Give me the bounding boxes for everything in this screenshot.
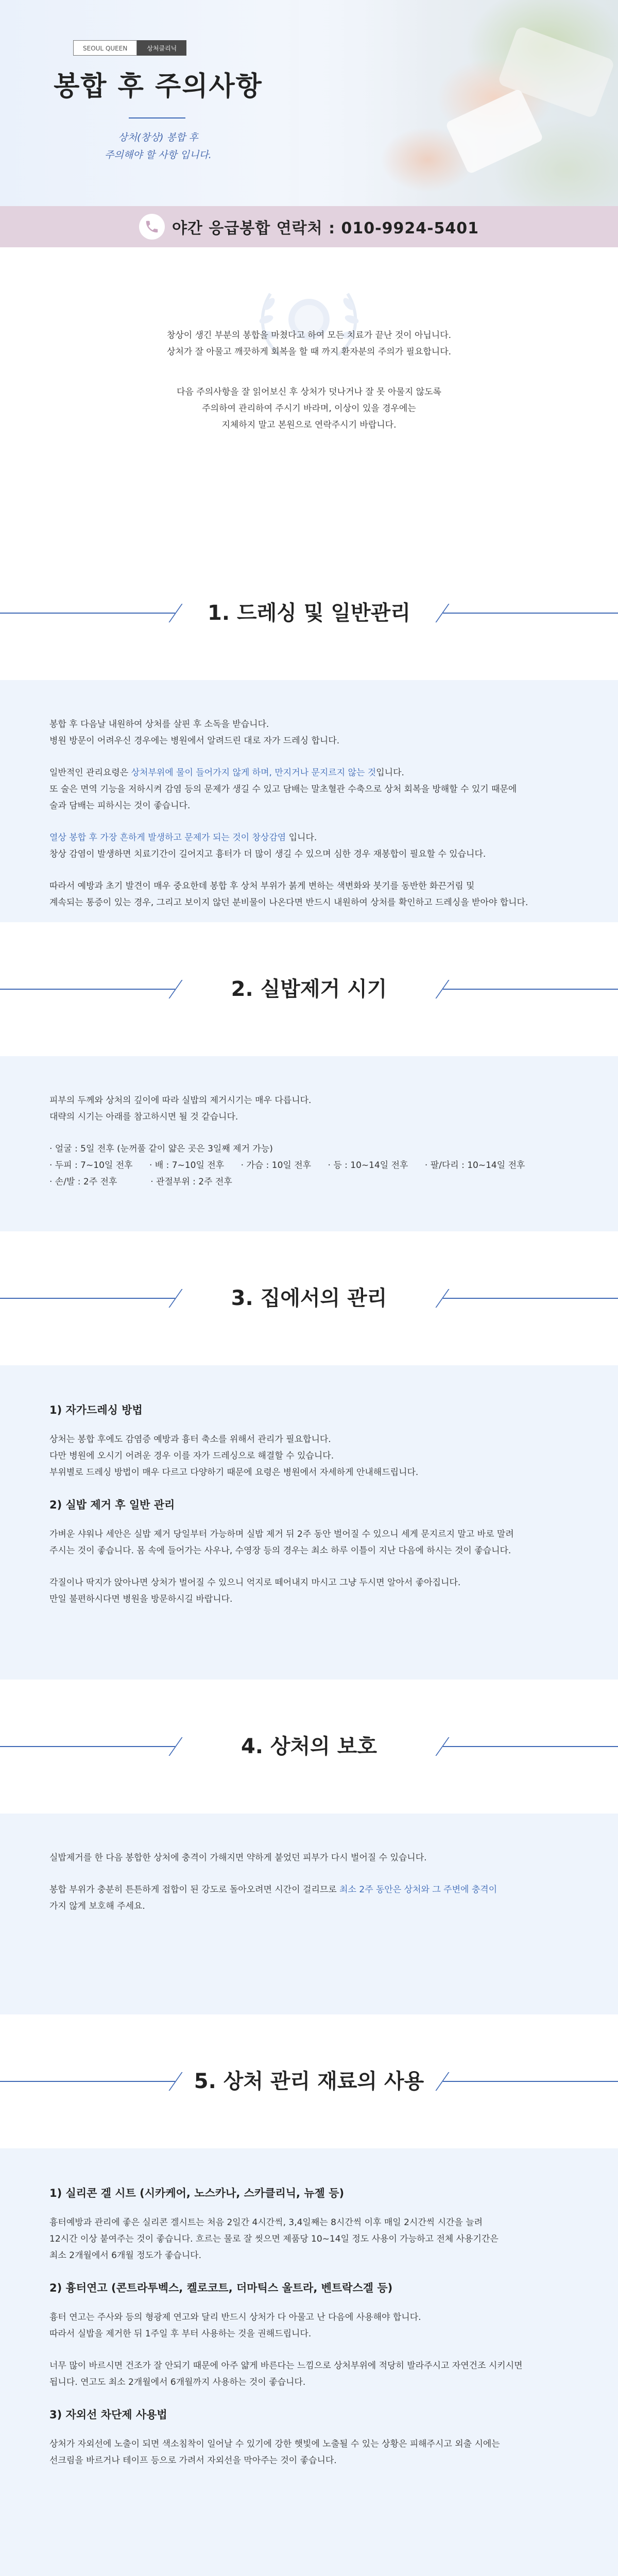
section-rule-left — [0, 1298, 175, 1299]
body-text: 부위별로 드레싱 방법이 매우 다르고 다양하기 때문에 요령은 병원에서 자세하게 안내해드립니다. — [49, 1467, 419, 1478]
body-text: 흉터 연고는 주사와 등의 형광제 연고와 달리 반드시 상처가 다 아물고 난 다음에 사용해야 합니다. — [49, 2312, 421, 2323]
body-text — [49, 829, 569, 846]
body-text: 주시는 것이 좋습니다. 몸 속에 들어가는 사우나, 수영장 등의 경우는 최소 하루 이틀이 지난 다음에 하시는 것이 좋습니다. — [49, 1546, 511, 1556]
hero-photo — [299, 0, 618, 206]
intro-paragraph-1 — [0, 327, 618, 360]
hero-tag-clinic: 상처클리닉 — [137, 40, 186, 56]
highlight-text: 열상 봉합 후 가장 흔하게 발생하고 문제가 되는 것이 창상감염 — [49, 833, 286, 843]
hero-photo-bandage — [445, 88, 543, 174]
body-text: 창상 감염이 발생하면 치료기간이 길어지고 흉터가 더 많이 생길 수 있으며 심한 경우 재봉합이 필요할 수 있습니다. — [49, 849, 486, 859]
body-text-span: 일반적인 관리요령은 — [49, 768, 131, 778]
subsection-heading: 2) 실밥 제거 후 일반 관리 — [49, 1499, 175, 1511]
suture-removal-item: · 가슴 : 10일 전후 — [241, 1160, 312, 1171]
body-text: 따라서 실밥을 제거한 뒤 1주일 후 부터 사용하는 것을 권해드립니다. — [49, 2329, 312, 2339]
subsection-heading: 1) 자가드레싱 방법 — [49, 1404, 143, 1416]
intro-paragraph-2 — [0, 384, 618, 433]
hero-subtitle — [37, 129, 279, 164]
hero-tags — [73, 40, 186, 56]
suture-removal-item: · 배 : 7~10일 전후 — [149, 1160, 225, 1171]
suture-removal-item: · 등 : 10~14일 전후 — [328, 1160, 408, 1171]
section-5-title: 5. 상처 관리 재료의 사용 — [194, 2070, 424, 2093]
section-1-header — [0, 546, 618, 680]
section-1-title: 1. 드레싱 및 일반관리 — [208, 601, 410, 625]
intro-line: 상처가 잘 아물고 깨끗하게 회복을 할 때 까지 환자분의 주의가 필요합니다. — [166, 347, 452, 357]
section-rule-right — [443, 613, 618, 614]
body-text-span: 입니다. — [286, 833, 317, 843]
section-rule-right — [443, 989, 618, 990]
body-text: 봉합 후 다음날 내원하여 상처를 살핀 후 소독을 받습니다. — [49, 719, 269, 730]
section-5-body — [0, 2148, 618, 2576]
body-text — [49, 765, 569, 781]
emergency-contact-text: 야간 응급봉합 연락처 : 010-9924-5401 — [171, 219, 479, 238]
subsection-heading: 3) 자외선 차단제 사용법 — [49, 2409, 167, 2421]
page-title: 봉합 후 주의사항 — [54, 71, 263, 102]
suture-removal-item: · 관절부위 : 2주 전후 — [150, 1177, 232, 1187]
section-rule-left — [0, 989, 175, 990]
hero-banner — [0, 0, 618, 206]
suture-removal-item: · 팔/다리 : 10~14일 전후 — [424, 1160, 525, 1171]
section-5-header — [0, 2014, 618, 2148]
intro-section — [0, 247, 618, 546]
intro-line: 지체하지 말고 본원으로 연락주시기 바랍니다. — [221, 420, 397, 430]
section-4-body — [0, 1814, 618, 2014]
section-4-title: 4. 상처의 보호 — [241, 1735, 377, 1758]
body-text: 너무 많이 바르시면 건조가 잘 안되기 때문에 아주 얇게 바른다는 느낌으로 상처부위에 적당히 발라주시고 자연건조 시키시면 — [49, 2361, 523, 2371]
section-3-body — [0, 1365, 618, 1680]
body-text: 따라서 예방과 초기 발견이 매우 중요한데 봉합 후 상처 부위가 붉게 변하는 색변화와 붓기를 동반한 화끈거림 및 — [49, 881, 475, 891]
intro-line: 주의하여 관리하여 주시기 바라며, 이상이 있을 경우에는 — [202, 403, 416, 414]
section-rule-right — [443, 2081, 618, 2082]
suture-removal-item: · 얼굴 : 5일 전후 (눈꺼풀 같이 얇은 곳은 3일째 제거 가능) — [49, 1144, 273, 1154]
section-1-body — [0, 680, 618, 922]
body-text: 술과 담배는 피하시는 것이 좋습니다. — [49, 801, 191, 811]
suture-removal-row — [49, 1174, 569, 1190]
hero-divider — [129, 117, 185, 118]
suture-removal-item: · 손/발 : 2주 전후 — [49, 1177, 117, 1187]
section-3-header — [0, 1231, 618, 1365]
intro-line: 창상이 생긴 부분의 봉합을 마쳤다고 하여 모든 치료가 끝난 것이 아닙니다. — [166, 330, 452, 341]
body-text: 또 술은 면역 기능을 저하시켜 감염 등의 문제가 생길 수 있고 담배는 말초혈관 수축으로 상처 회복을 방해할 수 있기 때문에 — [49, 784, 517, 794]
body-text: 흉터예방과 관리에 좋은 실리콘 겔시트는 처음 2일간 4시간씩, 3,4일째는 8시간씩 이후 매일 2시간씩 시간을 늘려 — [49, 2217, 483, 2228]
section-2-title: 2. 실밥제거 시기 — [231, 977, 387, 1001]
section-2-header — [0, 922, 618, 1056]
body-text: 다만 병원에 오시기 어려운 경우 이를 자가 드레싱으로 해결할 수 있습니다. — [49, 1451, 334, 1461]
body-text: 가벼운 샤워나 세안은 실밥 제거 당일부터 가능하며 실밥 제거 뒤 2주 동안 벌어질 수 있으니 세게 문지르지 말고 바로 말려 — [49, 1529, 514, 1539]
emergency-contact-bar — [0, 206, 618, 247]
body-text: 대략의 시기는 아래를 참고하시면 될 것 같습니다. — [49, 1112, 238, 1122]
highlight-text: 최소 2주 동안은 상처와 그 주변에 충격이 — [339, 1885, 497, 1895]
section-rule-left — [0, 613, 175, 614]
body-text: 선크림을 바르거나 테이프 등으로 가려서 자외선을 막아주는 것이 좋습니다. — [49, 2455, 337, 2466]
suture-removal-row — [49, 1157, 569, 1174]
body-text: 실밥제거를 한 다음 봉합한 상처에 충격이 가해지면 약하게 붙었던 피부가 다시 벌어질 수 있습니다. — [49, 1853, 427, 1863]
hero-tag-brand: SEOUL QUEEN — [73, 40, 137, 56]
body-text: 만일 불편하시다면 병원을 방문하시길 바랍니다. — [49, 1594, 233, 1604]
section-4-header — [0, 1680, 618, 1814]
body-text: 상처는 봉합 후에도 감염증 예방과 흉터 축소를 위해서 관리가 필요합니다. — [49, 1434, 331, 1445]
highlight-text: 각질이나 딱지가 앉아나면 상처가 벌어질 수 있으니 억지로 떼어내지 마시고 그냥 두시면 알아서 좋아집니다. — [49, 1578, 461, 1588]
body-text: 피부의 두께와 상처의 깊이에 따라 실밥의 제거시기는 매우 다릅니다. — [49, 1095, 312, 1106]
section-rule-right — [443, 1746, 618, 1747]
section-rule-left — [0, 1746, 175, 1747]
body-text-span: 입니다. — [376, 768, 404, 778]
hero-subtitle-line-1: 상처(창상) 봉합 후 — [118, 132, 198, 143]
body-text: 12시간 이상 붙여주는 것이 좋습니다. 흐르는 물로 잘 씻으면 제품당 10~14일 정도 사용이 가능하고 전체 사용기간은 — [49, 2234, 499, 2244]
highlight-text: 상처부위에 물이 들어가지 않게 하며, 만지거나 문지르지 않는 것 — [131, 768, 376, 778]
body-text-span: 봉합 부위가 충분히 튼튼하게 접합이 된 강도로 돌아오려면 시간이 걸리므로 — [49, 1885, 340, 1895]
section-3-title: 3. 집에서의 관리 — [231, 1286, 387, 1310]
body-text: 병원 방문이 어려우신 경우에는 병원에서 알려드린 대로 자가 드레싱 합니다. — [49, 736, 340, 746]
section-rule-left — [0, 2081, 175, 2082]
hero-subtitle-line-2: 주의해야 할 사항 입니다. — [105, 149, 212, 161]
section-2-body — [0, 1056, 618, 1231]
body-text — [49, 1882, 569, 1898]
body-text: 상처가 자외선에 노출이 되면 색소침착이 일어날 수 있기에 강한 햇빛에 노출될 수 있는 상황은 피해주시고 외출 시에는 — [49, 2439, 500, 2449]
subsection-heading: 2) 흉터연고 (콘트라투벡스, 켈로코트, 더마틱스 울트라, 벤트락스겔 등) — [49, 2282, 393, 2294]
body-text: 최소 2개월에서 6개월 정도가 좋습니다. — [49, 2250, 201, 2261]
phone-icon — [139, 214, 165, 240]
highlight-text: 가지 않게 보호해 주세요. — [49, 1901, 145, 1911]
intro-line: 다음 주의사항을 잘 읽어보신 후 상처가 덧나거나 잘 못 아물지 않도록 — [177, 387, 441, 397]
body-text: 계속되는 통증이 있는 경우, 그리고 보이지 않던 분비물이 나온다면 반드시 내원하여 상처를 확인하고 드레싱을 받아야 합니다. — [49, 897, 528, 908]
body-text: 됩니다. 연고도 최소 2개월에서 6개월까지 사용하는 것이 좋습니다. — [49, 2377, 306, 2387]
suture-removal-item: · 두피 : 7~10일 전후 — [49, 1160, 133, 1171]
subsection-heading: 1) 실리콘 겔 시트 (시카케어, 노스카나, 스카클리닉, 뉴젤 등) — [49, 2187, 345, 2199]
section-rule-right — [443, 1298, 618, 1299]
